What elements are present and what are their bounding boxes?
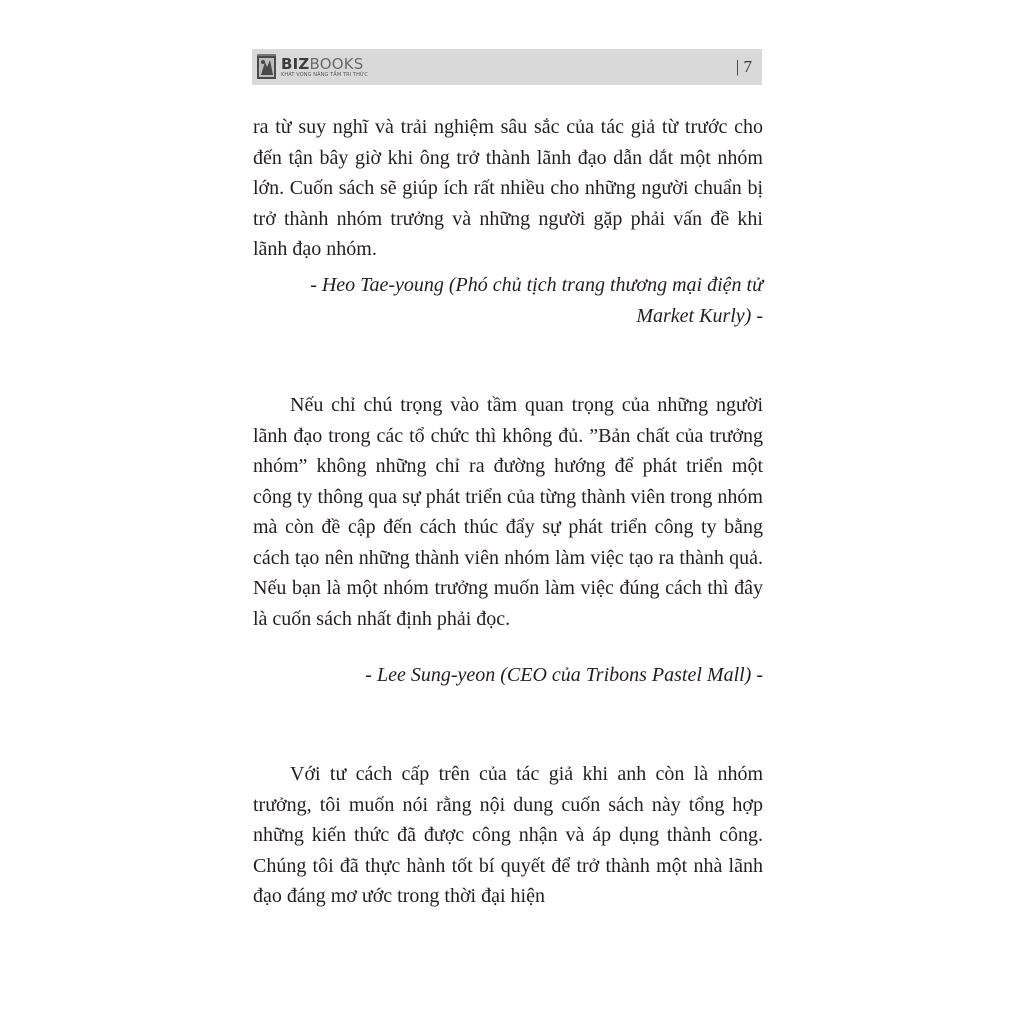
publisher-logo [256, 51, 368, 83]
publisher-name [281, 56, 368, 72]
publisher-name-part1: BIZ [281, 54, 310, 73]
publisher-name-part2: BOOKS [309, 54, 364, 73]
quote-attribution: Market Kurly) - [636, 305, 763, 327]
publisher-tagline: KHÁT VỌNG NÂNG TẦM TRI THỨC [281, 71, 368, 78]
page-header [252, 49, 762, 85]
body-paragraph: Nếu chỉ chú trọng vào tầm quan trọng của những người lãnh đạo trong các tổ chức thì không đủ. ”Bản chất của trưởng nhóm” không những chỉ ra đường hướng để phát triển một công ty thông qua sự phát triển của từng thành viên trong nhóm mà còn đề cập đến cách thúc đẩy sự phát triển công ty bằng cách tạo nên những thành viên nhóm làm việc tạo ra thành quả. Nếu bạn là một nhóm trưởng muốn làm việc đúng cách thì đây là cuốn sách nhất định phải đọc. [253, 394, 763, 630]
quote-attribution: - Heo Tae-young (Phó chủ tịch trang thương mại điện tử [310, 274, 763, 296]
quote-attribution: - Lee Sung-yeon (CEO của Tribons Pastel Mall) - [365, 664, 763, 686]
body-paragraph: ra từ suy nghĩ và trải nghiệm sâu sắc của tác giả từ trước cho đến tận bây giờ khi ông trở thành lãnh đạo dẫn dắt một nhóm lớn. Cuốn sách sẽ giúp ích rất nhiều cho những người chuẩn bị trở thành nhóm trưởng và những người gặp phải vấn đề khi lãnh đạo nhóm. [253, 116, 763, 260]
book-emblem-icon [256, 53, 278, 81]
body-paragraph: Với tư cách cấp trên của tác giả khi anh còn là nhóm trưởng, tôi muốn nói rằng nội dung cuốn sách này tổng hợp những kiến thức đã được công nhận và áp dụng thành công. Chúng tôi đã thực hành tốt bí quyết để trở thành một nhà lãnh đạo đáng mơ ước trong thời đại hiện [253, 763, 763, 907]
page-number: | 7 [735, 57, 752, 76]
